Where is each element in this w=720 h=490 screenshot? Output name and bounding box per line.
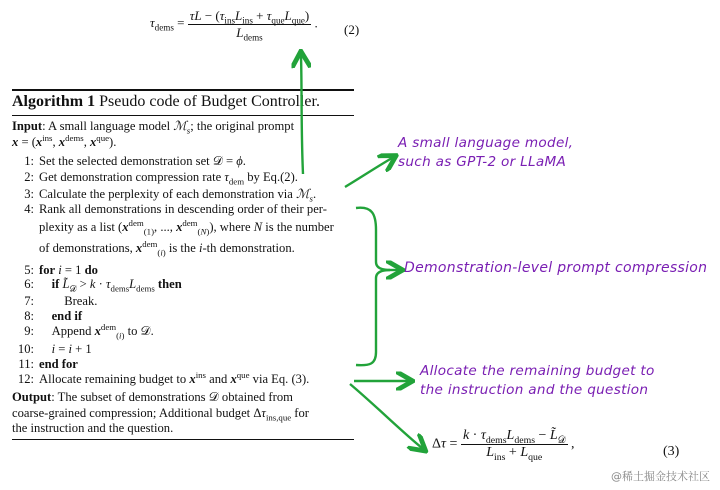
algo-line-4b: plexity as a list ($x^{dem}_{(1)}$, ..., $x^{dem}_{(N)}$), where N is the number: [39, 217, 334, 237]
algo-input-line2: $x = (x^{ins}$, $x^{dems}$, $x^{que}$).: [12, 132, 117, 149]
algo-input-line1: Input: A small language model ℳ$_s$; the original prompt: [12, 119, 295, 136]
algorithm-title-number: Algorithm 1: [12, 93, 96, 110]
algo-line-6: 6: if $L̃_𝒟 > k \cdot \tau_{dems}L_{dems}$ then: [24, 277, 182, 294]
eq3-lhs: Δτ =: [432, 436, 458, 452]
algo-line-11: 11: end for: [18, 357, 78, 371]
algo-output-line3: the instruction and the question.: [12, 421, 174, 435]
arrow-to-eq3: [350, 384, 422, 448]
algo-line-1: 1: Set the selected demonstration set 𝒟 = ϕ.: [24, 154, 246, 168]
watermark: @稀土掘金技术社区: [611, 470, 710, 483]
algo-line-12: 12: Allocate remaining budget to $x^{ins}$ and $x^{que}$ via Eq. (3).: [17, 369, 310, 386]
output-label: Output: [12, 390, 52, 404]
algo-line-8: 8: end if: [24, 309, 83, 323]
arrow-to-small-lm: [345, 158, 392, 187]
algo-line-5: 5: for i = 1 do: [24, 263, 98, 277]
eq3-numerator: $k \cdot \tau_{dems}L_{dems}$ − $L̃_𝒟$: [462, 428, 566, 446]
algo-output-line2: coarse-grained compression; Additional budget $\Delta\tau_{ins,que}$ for: [12, 406, 309, 423]
annotation-small-lm-line2: such as GPT-2 or LLaMA: [398, 154, 567, 170]
eq2-number: (2): [344, 22, 360, 37]
eq2-denominator: $L_{dems}$: [236, 25, 263, 43]
annotation-demo-compression: Demonstration-level prompt compression: [404, 260, 708, 276]
algo-line-9: 9: Append $x^{dem}_{(i)}$ to 𝒟.: [24, 321, 154, 341]
algorithm-title-text: Pseudo code of Budget Controller.: [99, 93, 320, 110]
eq3-denominator: $L_{ins} + L_{que}$: [486, 445, 543, 463]
annotation-allocate-line1: Allocate the remaining budget to: [420, 363, 655, 379]
demo-brace: [356, 208, 390, 366]
algo-output-line1: Output: The subset of demonstrations 𝒟 obtained from: [12, 390, 293, 404]
eq2-lhs: $\tau_{dems}$ =: [150, 15, 185, 34]
algo-line-4a: 4: Rank all demonstrations in descending order of their per-: [24, 202, 327, 216]
annotation-allocate-line2: the instruction and the question: [420, 382, 649, 398]
arrow-to-eq2: [301, 56, 303, 174]
algo-line-3: 3: Calculate the perplexity of each demonstration via ℳ$_s$.: [24, 187, 317, 204]
equation-2: $\tau_{dems}$ = $\frac{\tau L - (\tau_{ins}L_{ins} + \tau_{que}L_{que})}{L_{dems}}$ .: [150, 8, 318, 43]
input-label: Input: [12, 119, 43, 133]
algo-line-2: 2: Get demonstration compression rate $\tau_{dem}$ by Eq.(2).: [24, 170, 298, 187]
algo-line-4c: of demonstrations, $x^{dem}_{(i)}$ is the i-th demonstration.: [39, 238, 295, 258]
eq3-number: (3): [663, 444, 680, 459]
algo-line-10: 10: i = i + 1: [17, 342, 92, 356]
annotation-small-lm-line1: A small language model,: [398, 135, 574, 151]
algo-line-7: 7: Break.: [24, 294, 98, 308]
eq2-numerator: $\tau L - (\tau_{ins}L_{ins} + \tau_{que}L_{que})$: [189, 8, 310, 26]
eq3-comma: ,: [571, 436, 575, 452]
